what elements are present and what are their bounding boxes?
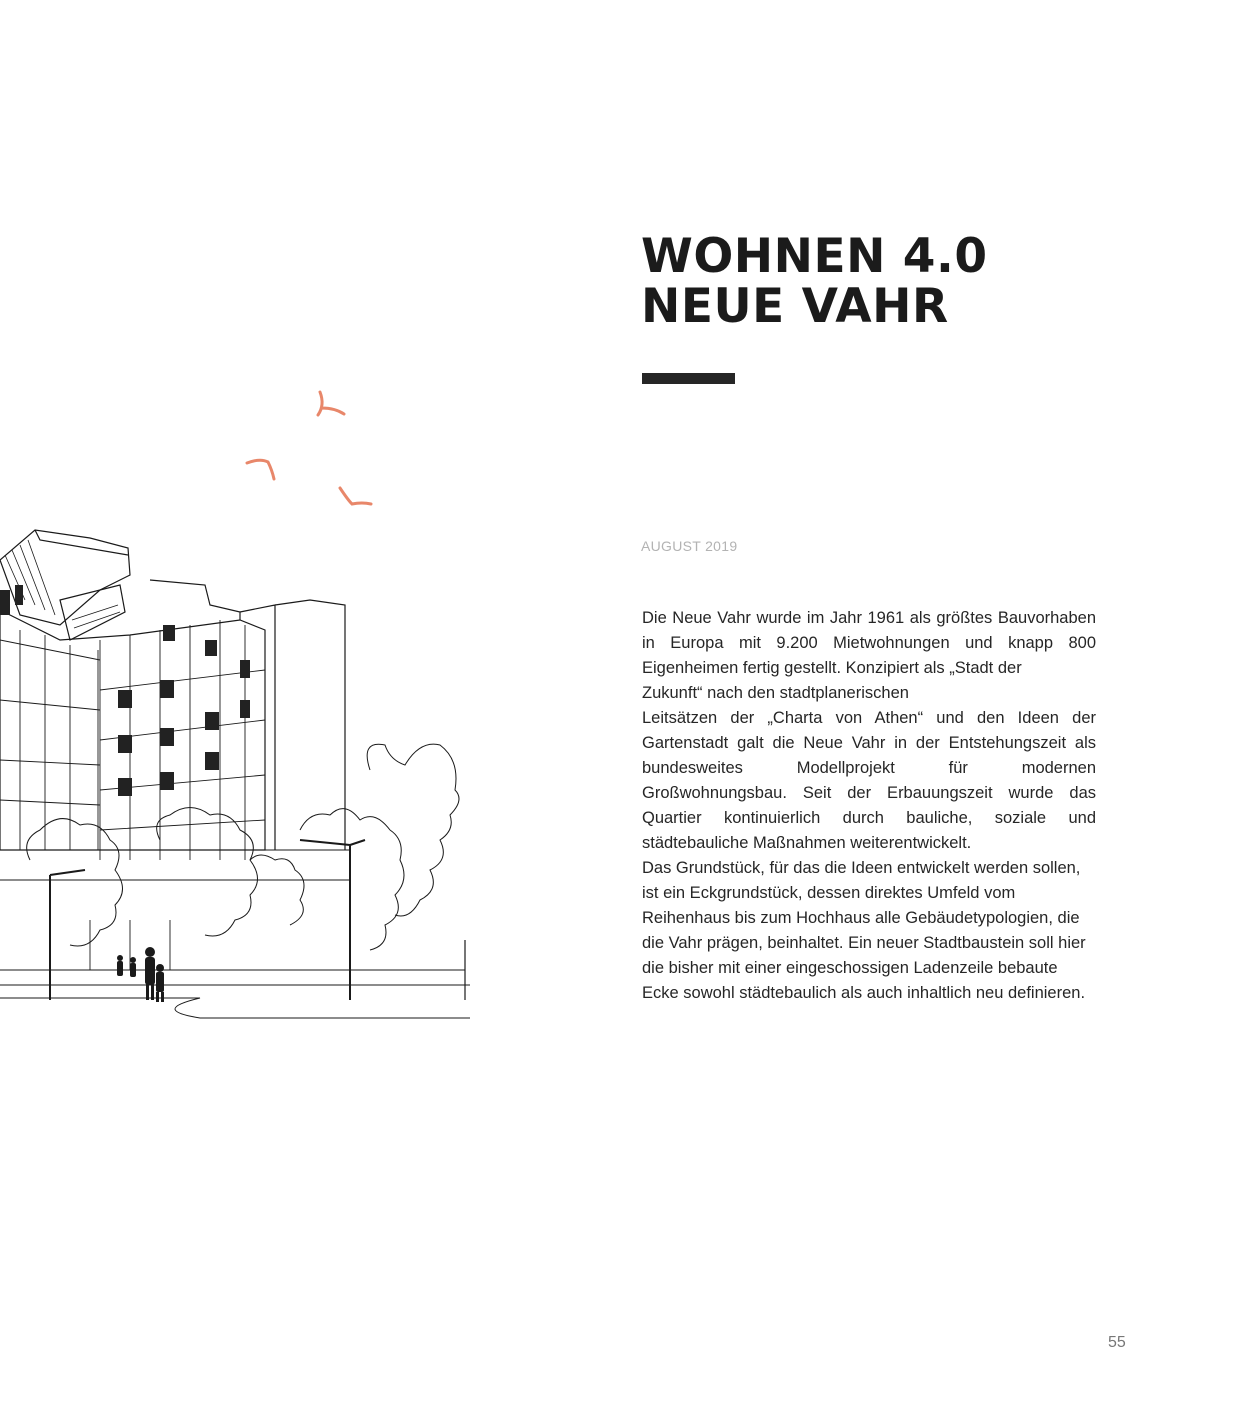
title-line-1: WOHNEN 4.0	[641, 229, 988, 284]
paragraph-1a: Die Neue Vahr wurde im Jahr 1961 als größtes Bauvorhaben in Europa mit 9.200 Mietwohnungen und knapp 800 Eigenheimen fertig gestellt. Konzipiert als „Stadt der	[642, 609, 1096, 677]
publication-date: AUGUST 2019	[641, 538, 738, 554]
birds	[247, 392, 371, 504]
article-body	[642, 606, 1096, 1006]
title-line-2: NEUE VAHR	[641, 279, 949, 334]
page-number: 55	[1108, 1334, 1126, 1351]
title-underline-bar	[642, 373, 735, 384]
paragraph-2: Leitsätzen der „Charta von Athen“ und den Ideen der Gartenstadt galt die Neue Vahr in der Entstehungszeit als bundesweites Modellprojekt für modernen Großwohnungsbau. Seit der Erbauungszeit wurde das Quartier kontinuierlich durch bauliche, soziale und städtebauliche Maßnahmen weiterentwickelt.	[642, 709, 1096, 852]
paragraph-1b: Zukunft“ nach den stadtplanerischen	[642, 684, 909, 702]
building-sketch-illustration	[0, 380, 470, 1030]
page-title	[641, 229, 988, 334]
paragraph-3: Das Grundstück, für das die Ideen entwickelt werden sollen, ist ein Eckgrundstück, dessen direktes Umfeld vom Reihenhaus bis zum Hochhaus alle Gebäudetypologien, die die Vahr prägen, beinhaltet. Ein neuer Stadtbaustein soll hier die bisher mit einer eingeschossigen Ladenzeile bebaute Ecke sowohl städtebaulich als auch inhaltlich neu definieren.	[642, 859, 1086, 1002]
people-silhouettes	[117, 947, 164, 1002]
